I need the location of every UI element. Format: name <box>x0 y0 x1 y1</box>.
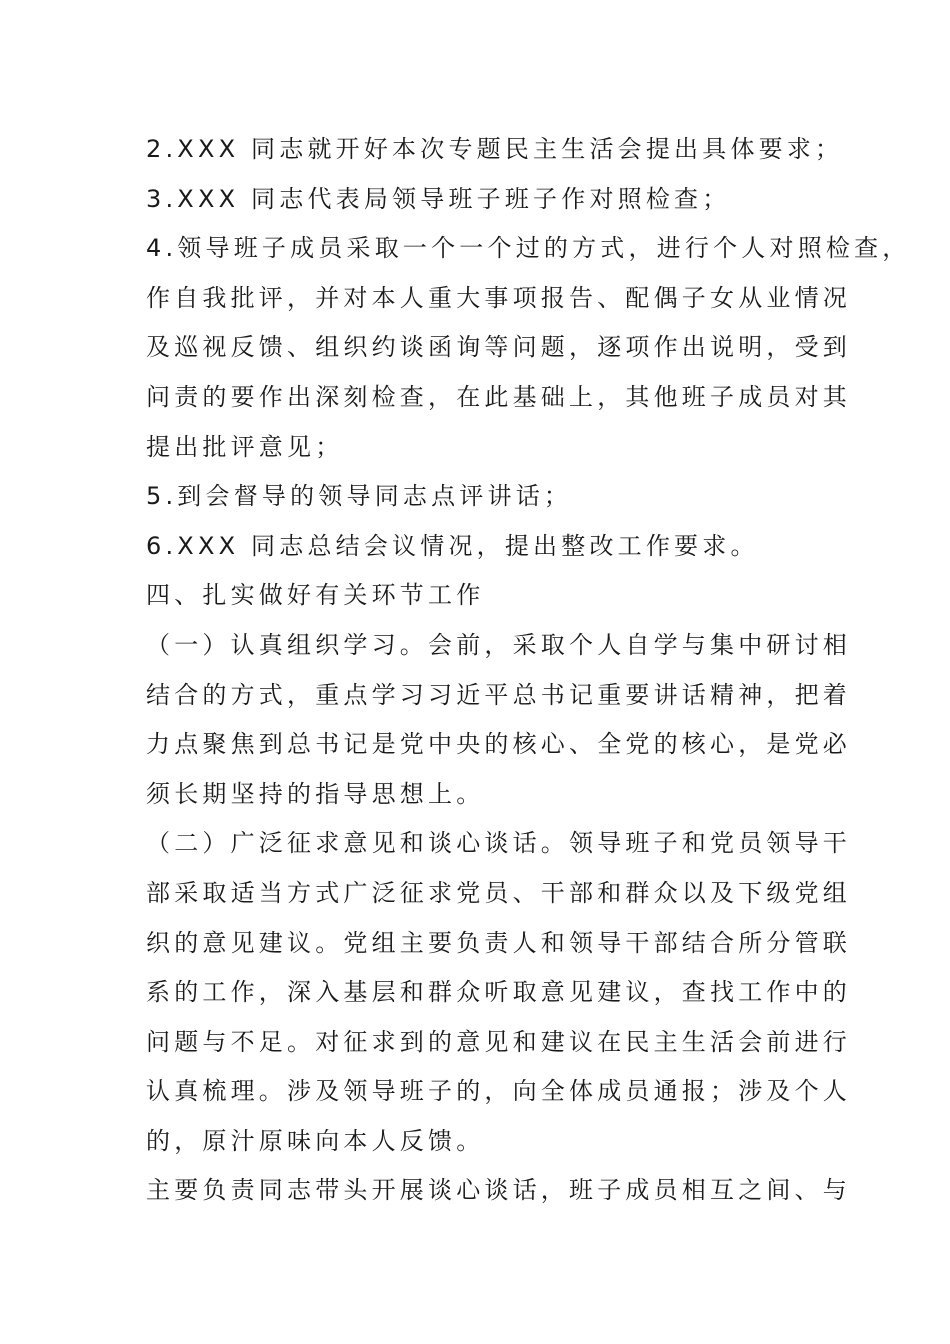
talk-paragraph <box>146 1166 851 1216</box>
text-line: 2.XXX 同志就开好本次专题民主生活会提出具体要求； <box>146 135 844 163</box>
text-line: （一）认真组织学习。会前，采取个人自学与集中研讨相 <box>146 630 851 659</box>
text-line: 6.XXX 同志总结会议情况，提出整改工作要求。 <box>146 531 759 560</box>
agenda-item-2 <box>146 125 844 175</box>
text-line: 及巡视反馈、组织约谈函询等问题，逐项作出说明，受到 <box>146 333 851 362</box>
text-line: 的，原汁原味向本人反馈。 <box>146 1126 485 1155</box>
text-line: 部采取适当方式广泛征求党员、干部和群众以及下级党组 <box>146 878 851 907</box>
text-line: 织的意见建议。党组主要负责人和领导干部结合所分管联 <box>146 928 851 957</box>
text-line: 问责的要作出深刻检查，在此基础上，其他班子成员对其 <box>146 382 851 411</box>
text-line: 须长期坚持的指导思想上。 <box>146 779 485 808</box>
text-line: （二）广泛征求意见和谈心谈话。领导班子和党员领导干 <box>146 829 851 858</box>
section-heading-4 <box>146 571 826 621</box>
text-line: 四、扎实做好有关环节工作 <box>146 581 485 610</box>
text-line: 4.领导班子成员采取一个一个过的方式，进行个人对照检查， <box>146 234 911 263</box>
agenda-item-4 <box>146 224 911 472</box>
document-body <box>146 125 911 1216</box>
text-line: 问题与不足。对征求到的意见和建议在民主生活会前进行 <box>146 1027 851 1056</box>
text-line: 主要负责同志带头开展谈心谈话，班子成员相互之间、与 <box>146 1176 851 1205</box>
subsection-2-opinions <box>146 819 851 1166</box>
text-line: 3.XXX 同志代表局领导班子班子作对照检查； <box>146 184 731 213</box>
text-line: 系的工作，深入基层和群众听取意见建议，查找工作中的 <box>146 978 851 1007</box>
agenda-item-6 <box>146 522 826 572</box>
agenda-item-5 <box>146 472 826 522</box>
text-line: 作自我批评，并对本人重大事项报告、配偶子女从业情况 <box>146 283 851 312</box>
text-line: 认真梳理。涉及领导班子的，向全体成员通报；涉及个人 <box>146 1077 851 1106</box>
text-line: 提出批评意见； <box>146 432 344 461</box>
text-line: 力点聚焦到总书记是党中央的核心、全党的核心，是党必 <box>146 730 851 759</box>
text-line: 5.到会督导的领导同志点评讲话； <box>146 482 573 511</box>
subsection-1-study <box>146 621 851 819</box>
text-line: 结合的方式，重点学习习近平总书记重要讲话精神，把着 <box>146 680 851 709</box>
agenda-item-3 <box>146 175 826 225</box>
